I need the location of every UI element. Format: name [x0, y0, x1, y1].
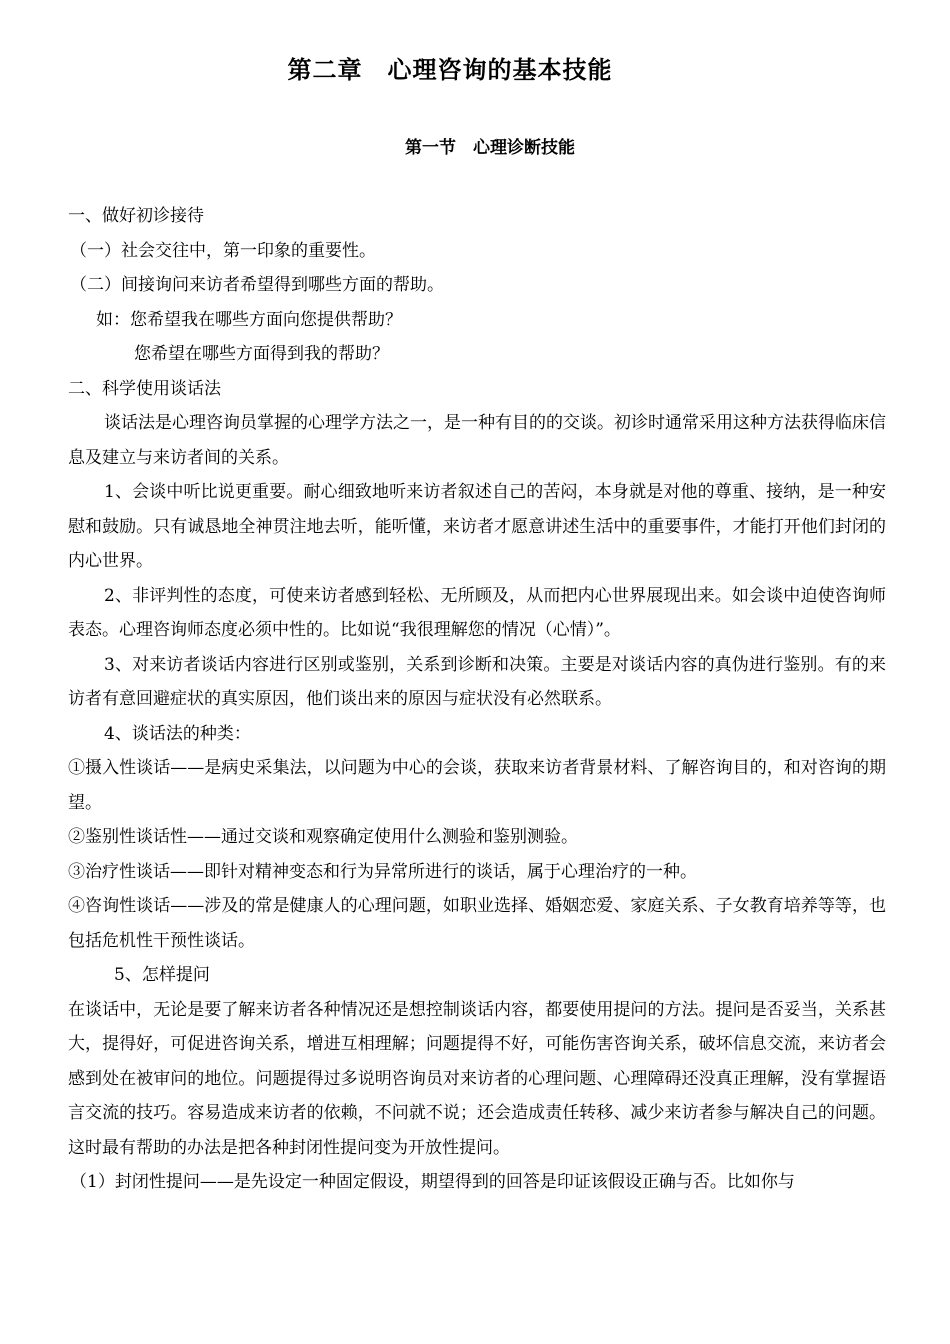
subheading-1-1: （一）社会交往中，第一印象的重要性。	[70, 240, 376, 261]
talk-type-1: ①摄入性谈话——是病史采集法，以问题为中心的会谈，获取来访者背景材料、了解咨询目的，和对咨询的期望。	[68, 758, 886, 813]
paragraph-4: 4、谈话法的种类：	[104, 723, 251, 744]
section-title: 第一节 心理诊断技能	[405, 138, 575, 158]
paragraph-2: 2、非评判性的态度，可使来访者感到轻松、无所顾及，从而把内心世界展现出来。如会谈中迫使咨询师表态。心理咨询师态度必须中性的。比如说“我很理解您的情况（心情）”。	[68, 585, 886, 640]
paragraph-1: 1、会谈中听比说更重要。耐心细致地听来访者叙述自己的苦闷，本身就是对他的尊重、接纳，是一种安慰和鼓励。只有诚恳地全神贯注地去听，能听懂，来访者才愿意讲述生活中的重要事件，才能打开他们封闭的内心世界。	[68, 482, 886, 571]
paragraph-5-body: 在谈话中，无论是要了解来访者各种情况还是想控制谈话内容，都要使用提问的方法。提问是否妥当，关系甚大，提得好，可促进咨询关系，增进互相理解；问题提得不好，可能伤害咨询关系，破坏信息交流，来访者会感到处在被审问的地位。问题提得过多说明咨询员对来访者的心理问题、心理障碍还没真正理解，没有掌握语言交流的技巧。容易造成来访者的依赖，不问就不说；还会造成责任转移、减少来访者参与解决自己的问题。这时最有帮助的办法是把各种封闭性提问变为开放性提问。	[68, 999, 886, 1158]
intro-paragraph: 谈话法是心理咨询员掌握的心理学方法之一，是一种有目的的交谈。初诊时通常采用这种方法获得临床信息及建立与来访者间的关系。	[68, 413, 886, 468]
paragraph-3: 3、对来访者谈话内容进行区别或鉴别，关系到诊断和决策。主要是对谈话内容的真伪进行鉴别。有的来访者有意回避症状的真实原因，他们谈出来的原因与症状没有必然联系。	[68, 654, 886, 709]
question-type-1: （1）封闭性提问——是先设定一种固定假设，期望得到的回答是印证该假设正确与否。比如你与	[70, 1172, 795, 1192]
example-line-2: 您希望在哪些方面得到我的帮助？	[134, 344, 389, 364]
talk-type-3: ③治疗性谈话——即针对精神变态和行为异常所进行的谈话，属于心理治疗的一种。	[68, 861, 697, 882]
chapter-title: 第二章 心理咨询的基本技能	[287, 55, 613, 84]
paragraph-5: 5、怎样提问	[114, 965, 210, 985]
subheading-1-2: （二）间接询问来访者希望得到哪些方面的帮助。	[70, 275, 444, 295]
heading-2: 二、科学使用谈话法	[68, 378, 221, 399]
talk-type-2: ②鉴别性谈话性——通过交谈和观察确定使用什么测验和鉴别测验。	[68, 827, 578, 847]
example-line-1: 如：您希望我在哪些方面向您提供帮助？	[96, 309, 402, 330]
heading-1: 一、做好初诊接待	[68, 206, 204, 226]
talk-type-4: ④咨询性谈话——涉及的常是健康人的心理问题，如职业选择、婚姻恋爱、家庭关系、子女教育培养等等，也包括危机性干预性谈话。	[68, 896, 886, 951]
document-body	[68, 199, 886, 1200]
